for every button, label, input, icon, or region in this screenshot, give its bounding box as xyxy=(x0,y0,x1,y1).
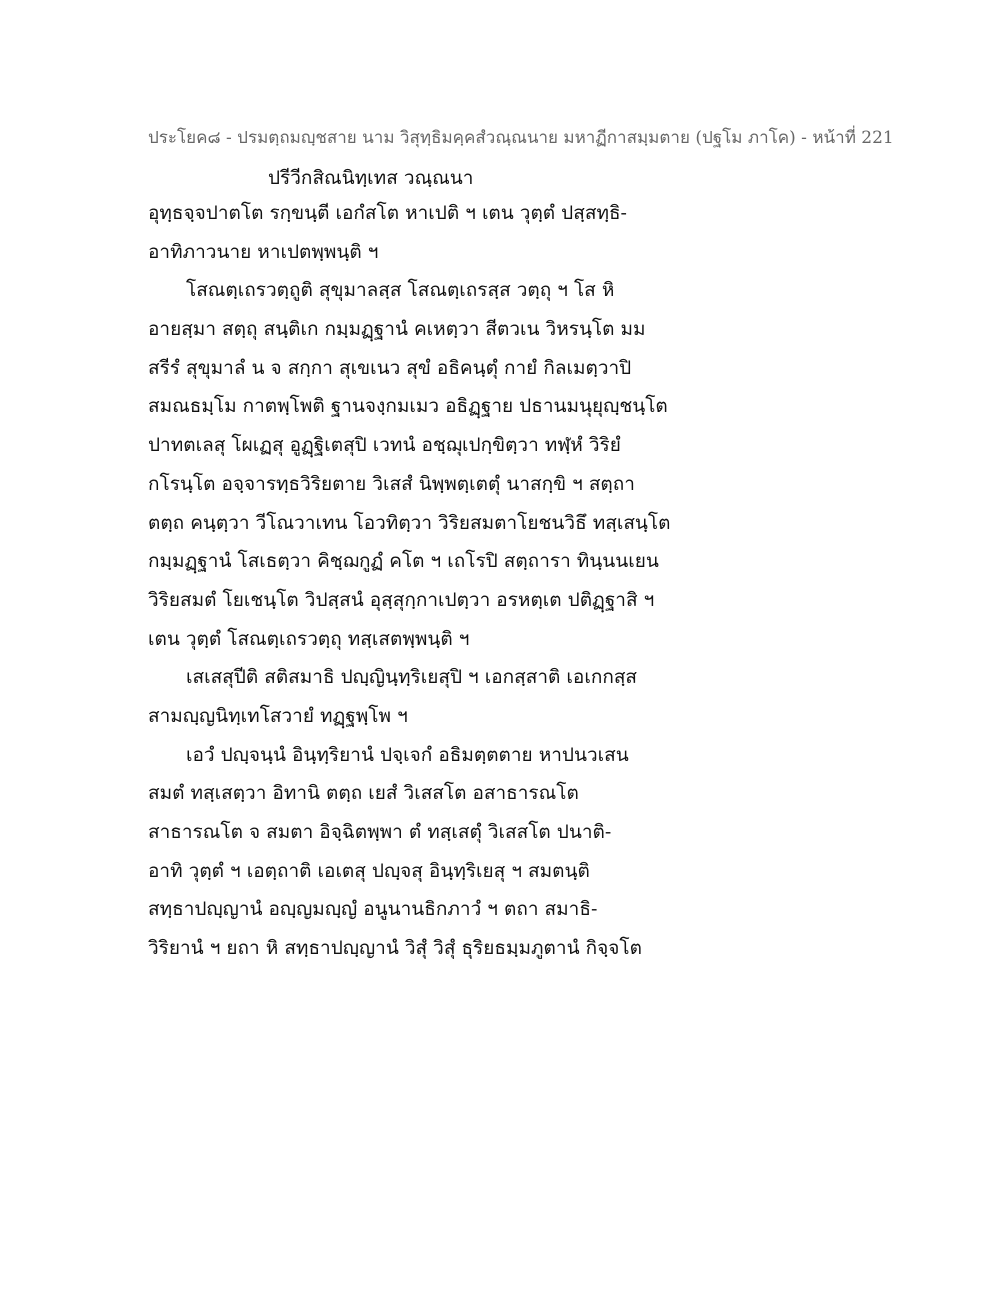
text-line: วิริยานํ ฯ ยถา หิ สทฺธาปญฺญานํ วิสุํ วิสุํ ธุริยธมฺมภูตานํ กิจฺจโต xyxy=(148,937,642,960)
text-line: สาธารณโต จ สมตา อิจฺฉิตพฺพา ตํ ทสฺเสตุํ วิเสสโต ปนาติ- xyxy=(148,821,612,843)
section-heading: ปรีวีกสิณนิทฺเทส วณฺณนา xyxy=(268,167,474,189)
text-line: สทฺธาปญฺญานํ อญฺญมญฺญํ อนูนานธิกภาวํ ฯ ตถา สมาธิ- xyxy=(148,898,598,921)
text-line: วิริยสมตํ โยเชนฺโต วิปสฺสนํ อุสฺสุกฺกาเปตฺวา อรหตฺเต ปติฏฺฐาสิ ฯ xyxy=(148,588,655,611)
text-line: กมฺมฏฺฐานํ โสเธตฺวา คิชฺฌกูฏํ คโต ฯ เถโรปิ สตฺถารา ทินฺนนเยน xyxy=(148,550,659,573)
text-line: อาทิ วุตฺตํ ฯ เอตฺถาติ เอเตสุ ปญฺจสุ อินฺทฺริเยสุ ฯ สมตนฺติ xyxy=(148,859,590,882)
text-line: โสณตฺเถรวตฺถูติ สุขุมาลสฺส โสณตฺเถรสฺส วตฺถุ ฯ โส หิ xyxy=(186,279,615,302)
text-line: ปาทตเลสุ โผเฏสุ อูฏฺฐิเตสุปิ เวทนํ อชฺฌุเปกฺขิตฺวา ทฬฺหํ วิริยํ xyxy=(148,434,621,457)
running-header: ประโยค๘ - ปรมตฺถมญฺชสาย นาม วิสุทฺธิมคฺคสํวณฺณนาย มหาฏีกาสมฺมตาย (ปฐโม ภาโค) - หน้าที่ 221 xyxy=(148,128,894,148)
text-line: สรีรํ สุขุมาลํ น จ สกฺกา สุเขเนว สุขํ อธิคนฺตุํ กายํ กิลเมตฺวาปิ xyxy=(148,356,632,379)
text-line: เสเสสุปีติ สติสมาธิ ปญฺญินฺทฺริเยสุปิ ฯ เอกสฺสาติ เอเกกสฺส xyxy=(186,666,638,689)
text-line: อาทิภาวนาย หาเปตพฺพนฺติ ฯ xyxy=(148,240,379,263)
body-text xyxy=(148,194,708,968)
text-line: อุทฺธจฺจปาตโต รกฺขนฺตี เอกํสโต หาเปติ ฯ เตน วุตฺตํ ปสฺสทฺธิ- xyxy=(148,202,627,224)
text-line: อายสฺมา สตฺถุ สนฺติเก กมฺมฏฺฐานํ คเหตฺวา สีตวเน วิหรนฺโต มม xyxy=(148,318,646,341)
text-line: สมตํ ทสฺเสตฺวา อิทานิ ตตฺถ เยสํ วิเสสโต อสาธารณโต xyxy=(148,782,579,805)
text-line: สามญฺญนิทฺเทโสวายํ ทฏฺฐพฺโพ ฯ xyxy=(148,704,408,727)
text-line: ตตฺถ คนฺตฺวา วีโณวาเทน โอวทิตฺวา วิริยสมตาโยชนวิธึ ทสฺเสนฺโต xyxy=(148,511,671,534)
text-line: สมณธมฺโม กาตพฺโพติ ฐานจงฺกมเมว อธิฏฺฐาย ปธานมนุยุญฺชนฺโต xyxy=(148,395,668,418)
text-line: กโรนฺโต อจฺจารทฺธวิริยตาย วิเสสํ นิพฺพตฺเตตุํ นาสกฺขิ ฯ สตฺถา xyxy=(148,472,635,495)
text-line: เตน วุตฺตํ โสณตฺเถรวตฺถุ ทสฺเสตพฺพนฺติ ฯ xyxy=(148,627,470,650)
text-line: เอวํ ปญฺจนฺนํ อินฺทฺริยานํ ปจฺเจกํ อธิมตฺตตาย หาปนวเสน xyxy=(186,743,629,766)
